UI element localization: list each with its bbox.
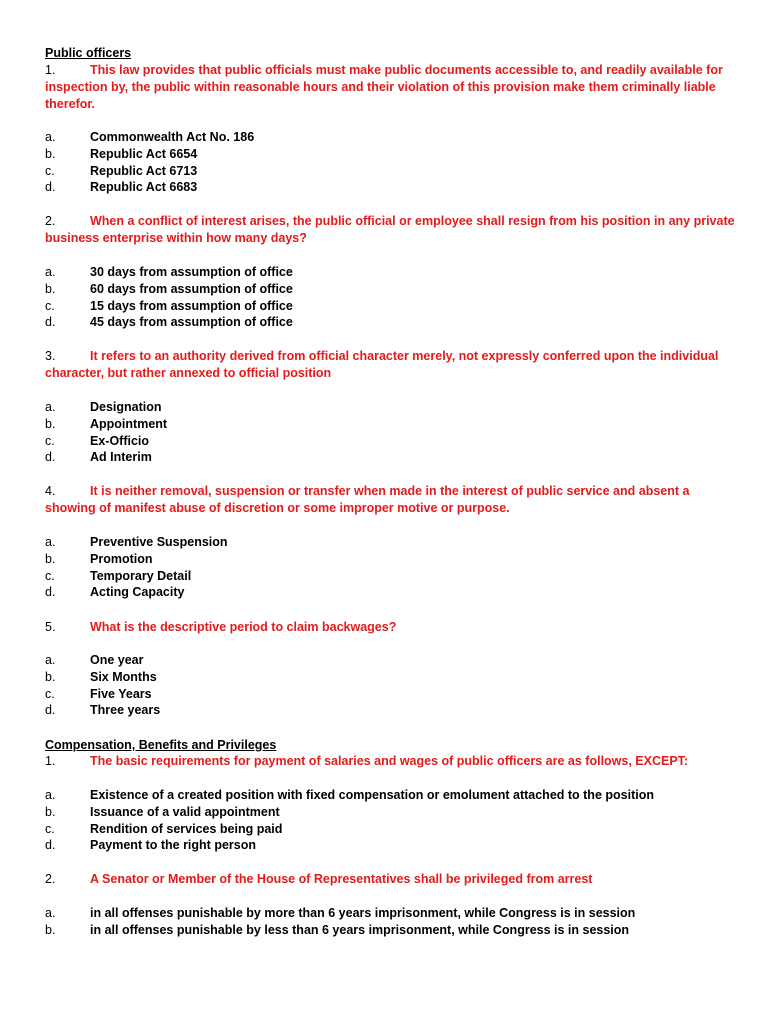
option-a: a. Preventive Suspension	[45, 535, 228, 549]
section-title-compensation: Compensation, Benefits and Privileges	[45, 738, 277, 752]
question-number: 3.	[45, 349, 56, 363]
question-1	[45, 62, 735, 112]
option-c: c. Republic Act 6713	[45, 163, 198, 178]
option-b: b. Promotion	[45, 551, 153, 566]
question-number: 1.	[45, 63, 56, 77]
question-5	[45, 619, 735, 636]
options-s2-q1	[45, 787, 735, 854]
question-3	[45, 348, 735, 382]
option-b: b. Appointment	[45, 416, 168, 431]
option-a: a. 30 days from assumption of office	[45, 265, 293, 279]
option-c: c. 15 days from assumption of office	[45, 298, 293, 313]
option-a: a. Existence of a created position with fixed compensation or emolument attached to the position	[45, 788, 654, 802]
option-c: c. Temporary Detail	[45, 568, 192, 583]
question-number: 1.	[45, 754, 56, 768]
option-b: b. Republic Act 6654	[45, 146, 198, 161]
option-b: b. 60 days from assumption of office	[45, 281, 293, 296]
question-4	[45, 483, 735, 517]
options-s2-q2	[45, 905, 735, 939]
question-text: What is the descriptive period to claim backwages?	[90, 620, 397, 634]
option-d: d. Payment to the right person	[45, 838, 256, 853]
question-s2-2	[45, 871, 735, 888]
option-b: b. Issuance of a valid appointment	[45, 804, 280, 819]
section-title-public-officers: Public officers	[45, 46, 132, 60]
options-q5	[45, 652, 735, 719]
option-d: d. Republic Act 6683	[45, 180, 198, 195]
question-text: This law provides that public officials must make public documents accessible to, and readily available for inspection by, the public within reasonable hours and their violation of this provision make them criminally liable therefor.	[45, 63, 723, 111]
question-text: It is neither removal, suspension or transfer when made in the interest of public service and absent a showing of manifest abuse of discretion or some improper motive or purpose.	[45, 484, 690, 515]
option-d: d. Acting Capacity	[45, 585, 185, 600]
question-s2-1	[45, 753, 735, 770]
option-d: d. Ad Interim	[45, 450, 152, 465]
option-b: b. Six Months	[45, 669, 157, 684]
option-b: b. in all offenses punishable by less than 6 years imprisonment, while Congress is in session	[45, 922, 630, 937]
question-text: A Senator or Member of the House of Representatives shall be privileged from arrest	[90, 872, 593, 886]
question-text: The basic requirements for payment of salaries and wages of public officers are as follows, EXCEPT:	[90, 754, 689, 768]
option-c: c. Rendition of services being paid	[45, 821, 283, 836]
option-c: c. Five Years	[45, 686, 152, 701]
question-number: 2.	[45, 214, 56, 228]
options-q3	[45, 399, 735, 466]
option-a: a. Designation	[45, 400, 162, 414]
option-d: d. Three years	[45, 703, 161, 718]
option-a: a. Commonwealth Act No. 186	[45, 130, 255, 144]
options-q4	[45, 534, 735, 601]
question-number: 4.	[45, 484, 56, 498]
option-a: a. One year	[45, 653, 144, 667]
question-number: 5.	[45, 620, 56, 634]
question-text: When a conflict of interest arises, the public official or employee shall resign from his position in any private business enterprise within how many days?	[45, 214, 735, 245]
question-2	[45, 213, 735, 247]
option-d: d. 45 days from assumption of office	[45, 315, 293, 330]
option-c: c. Ex-Officio	[45, 433, 150, 448]
option-a: a. in all offenses punishable by more than 6 years imprisonment, while Congress is in session	[45, 906, 636, 920]
question-text: It refers to an authority derived from official character merely, not expressly conferred upon the individual character, but rather annexed to official position	[45, 349, 719, 380]
options-q2	[45, 264, 735, 331]
question-number: 2.	[45, 872, 56, 886]
options-q1	[45, 129, 735, 196]
